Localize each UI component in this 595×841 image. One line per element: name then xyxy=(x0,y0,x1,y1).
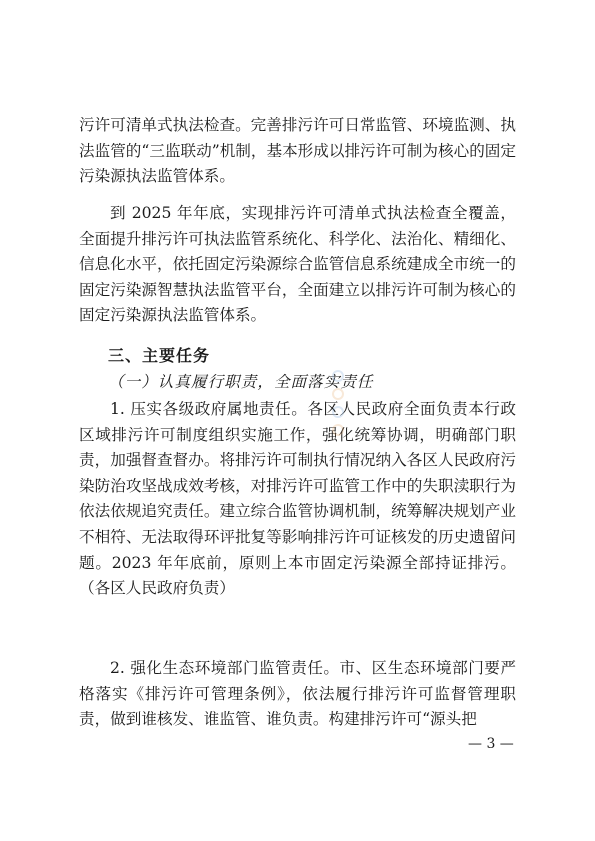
watermark-icon xyxy=(326,366,350,440)
section-heading: 三、主要任务 xyxy=(108,346,211,365)
paragraph-item-1: 1. 压实各级政府属地责任。各区人民政府全面负责本行政区域排污许可制度组织实施工作，强化统筹协调，明确部门职责，加强督查督办。将排污许可制执行情况纳入各区人民政府污染防治攻坚战成效考核，对排污许可监管工作中的失职渎职行为依法依规追究责任。建立综合监管协调机制，统筹解决规划产业不相符、无法取得环评批复等影响排污许可证核发的历史遗留问题。2023 年年底前，原则上本市固定污染源全部持证排污。（各区人民政府负责） xyxy=(79,400,516,598)
page-number: — 3 — xyxy=(468,736,514,752)
paragraph-item-2: 2. 强化生态环境部门监管责任。市、区生态环境部门要严格落实《排污许可管理条例》，依法履行排污许可监督管理职责，做到谁核发、谁监管、谁负责。构建排污许可“源头把 xyxy=(79,659,516,729)
paragraph-continued: 污许可清单式执法检查。完善排污许可日常监管、环境监测、执法监管的“三监联动”机制，基本形成以排污许可制为核心的固定污染源执法监管体系。 xyxy=(79,116,516,186)
paragraph-2025-goal: 到 2025 年年底，实现排污许可清单式执法检查全覆盖，全面提升排污许可执法监管系统化、科学化、法治化、精细化、信息化水平，依托固定污染源综合监管信息系统建成全市统一的固定污染源智慧执法监管平台，全面建立以排污许可制为核心的固定污染源执法监管体系。 xyxy=(79,204,516,325)
subsection-heading: （一）认真履行职责，全面落实责任 xyxy=(108,373,374,391)
